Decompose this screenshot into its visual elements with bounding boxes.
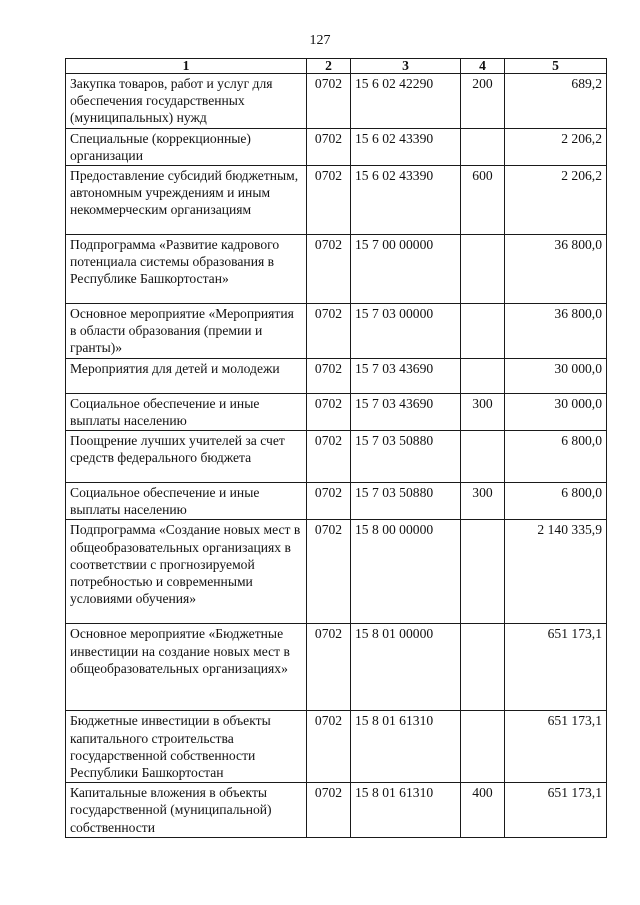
row-section-cell: 0702 <box>307 128 351 165</box>
row-code-cell: 15 6 02 43390 <box>351 166 461 235</box>
table-row <box>66 711 607 783</box>
header-col-2: 2 <box>307 59 351 74</box>
row-expense-type-cell: 300 <box>461 483 505 520</box>
table-row <box>66 624 607 711</box>
row-section-cell: 0702 <box>307 431 351 483</box>
row-name-cell: Социальное обеспечение и иные выплаты населению <box>66 393 307 430</box>
row-section-cell: 0702 <box>307 393 351 430</box>
row-code-cell: 15 8 01 61310 <box>351 783 461 838</box>
row-amount-cell: 651 173,1 <box>505 711 607 783</box>
row-expense-type-cell <box>461 431 505 483</box>
row-expense-type-cell <box>461 358 505 393</box>
table-row <box>66 304 607 359</box>
row-code-cell: 15 8 01 00000 <box>351 624 461 711</box>
row-expense-type-cell <box>461 235 505 304</box>
row-section-cell: 0702 <box>307 166 351 235</box>
row-section-cell: 0702 <box>307 235 351 304</box>
table-body <box>66 74 607 838</box>
row-expense-type-cell <box>461 624 505 711</box>
row-name-cell: Специальные (коррекционные) организации <box>66 128 307 165</box>
row-expense-type-cell: 400 <box>461 783 505 838</box>
row-name-cell: Мероприятия для детей и молодежи <box>66 358 307 393</box>
row-amount-cell: 2 206,2 <box>505 166 607 235</box>
table-row <box>66 431 607 483</box>
row-section-cell: 0702 <box>307 483 351 520</box>
table-header-row <box>66 59 607 74</box>
page-number: 127 <box>309 33 331 48</box>
row-amount-cell: 689,2 <box>505 74 607 129</box>
table-row <box>66 358 607 393</box>
row-code-cell: 15 8 01 61310 <box>351 711 461 783</box>
header-col-1: 1 <box>66 59 307 74</box>
table-row <box>66 393 607 430</box>
row-code-cell: 15 7 03 50880 <box>351 431 461 483</box>
row-section-cell: 0702 <box>307 783 351 838</box>
table-row <box>66 783 607 838</box>
row-code-cell: 15 6 02 42290 <box>351 74 461 129</box>
table-row <box>66 166 607 235</box>
row-amount-cell: 36 800,0 <box>505 235 607 304</box>
row-expense-type-cell: 200 <box>461 74 505 129</box>
row-code-cell: 15 6 02 43390 <box>351 128 461 165</box>
row-name-cell: Бюджетные инвестиции в объекты капитального строительства государственной собственности Республики Башкортостан <box>66 711 307 783</box>
row-expense-type-cell <box>461 304 505 359</box>
table-row <box>66 483 607 520</box>
row-name-cell: Социальное обеспечение и иные выплаты населению <box>66 483 307 520</box>
row-name-cell: Основное мероприятие «Мероприятия в области образования (премии и гранты)» <box>66 304 307 359</box>
header-col-5: 5 <box>505 59 607 74</box>
row-section-cell: 0702 <box>307 711 351 783</box>
row-amount-cell: 2 140 335,9 <box>505 520 607 624</box>
row-name-cell: Подпрограмма «Создание новых мест в общеобразовательных организациях в соответствии с прогнозируемой потребностью и современными условиями обучения» <box>66 520 307 624</box>
row-code-cell: 15 8 00 00000 <box>351 520 461 624</box>
row-name-cell: Основное мероприятие «Бюджетные инвестиции на создание новых мест в общеобразовательных организациях» <box>66 624 307 711</box>
budget-table <box>65 58 607 838</box>
row-code-cell: 15 7 03 50880 <box>351 483 461 520</box>
table-row <box>66 74 607 129</box>
row-section-cell: 0702 <box>307 520 351 624</box>
row-code-cell: 15 7 00 00000 <box>351 235 461 304</box>
row-amount-cell: 6 800,0 <box>505 431 607 483</box>
row-name-cell: Закупка товаров, работ и услуг для обеспечения государственных (муниципальных) нужд <box>66 74 307 129</box>
row-name-cell: Предоставление субсидий бюджетным, автономным учреждениям и иным некоммерческим организациям <box>66 166 307 235</box>
header-col-3: 3 <box>351 59 461 74</box>
row-amount-cell: 30 000,0 <box>505 358 607 393</box>
row-code-cell: 15 7 03 43690 <box>351 358 461 393</box>
row-name-cell: Капитальные вложения в объекты государственной (муниципальной) собственности <box>66 783 307 838</box>
row-section-cell: 0702 <box>307 74 351 129</box>
row-amount-cell: 30 000,0 <box>505 393 607 430</box>
table-row <box>66 128 607 165</box>
row-section-cell: 0702 <box>307 304 351 359</box>
row-amount-cell: 36 800,0 <box>505 304 607 359</box>
row-name-cell: Поощрение лучших учителей за счет средств федерального бюджета <box>66 431 307 483</box>
row-amount-cell: 651 173,1 <box>505 624 607 711</box>
header-col-4: 4 <box>461 59 505 74</box>
row-amount-cell: 651 173,1 <box>505 783 607 838</box>
table-row <box>66 520 607 624</box>
row-expense-type-cell <box>461 128 505 165</box>
row-amount-cell: 6 800,0 <box>505 483 607 520</box>
row-section-cell: 0702 <box>307 358 351 393</box>
row-code-cell: 15 7 03 00000 <box>351 304 461 359</box>
row-expense-type-cell <box>461 711 505 783</box>
row-name-cell: Подпрограмма «Развитие кадрового потенциала системы образования в Республике Башкортостан» <box>66 235 307 304</box>
row-expense-type-cell: 300 <box>461 393 505 430</box>
table-row <box>66 235 607 304</box>
row-expense-type-cell: 600 <box>461 166 505 235</box>
row-expense-type-cell <box>461 520 505 624</box>
row-section-cell: 0702 <box>307 624 351 711</box>
row-amount-cell: 2 206,2 <box>505 128 607 165</box>
row-code-cell: 15 7 03 43690 <box>351 393 461 430</box>
